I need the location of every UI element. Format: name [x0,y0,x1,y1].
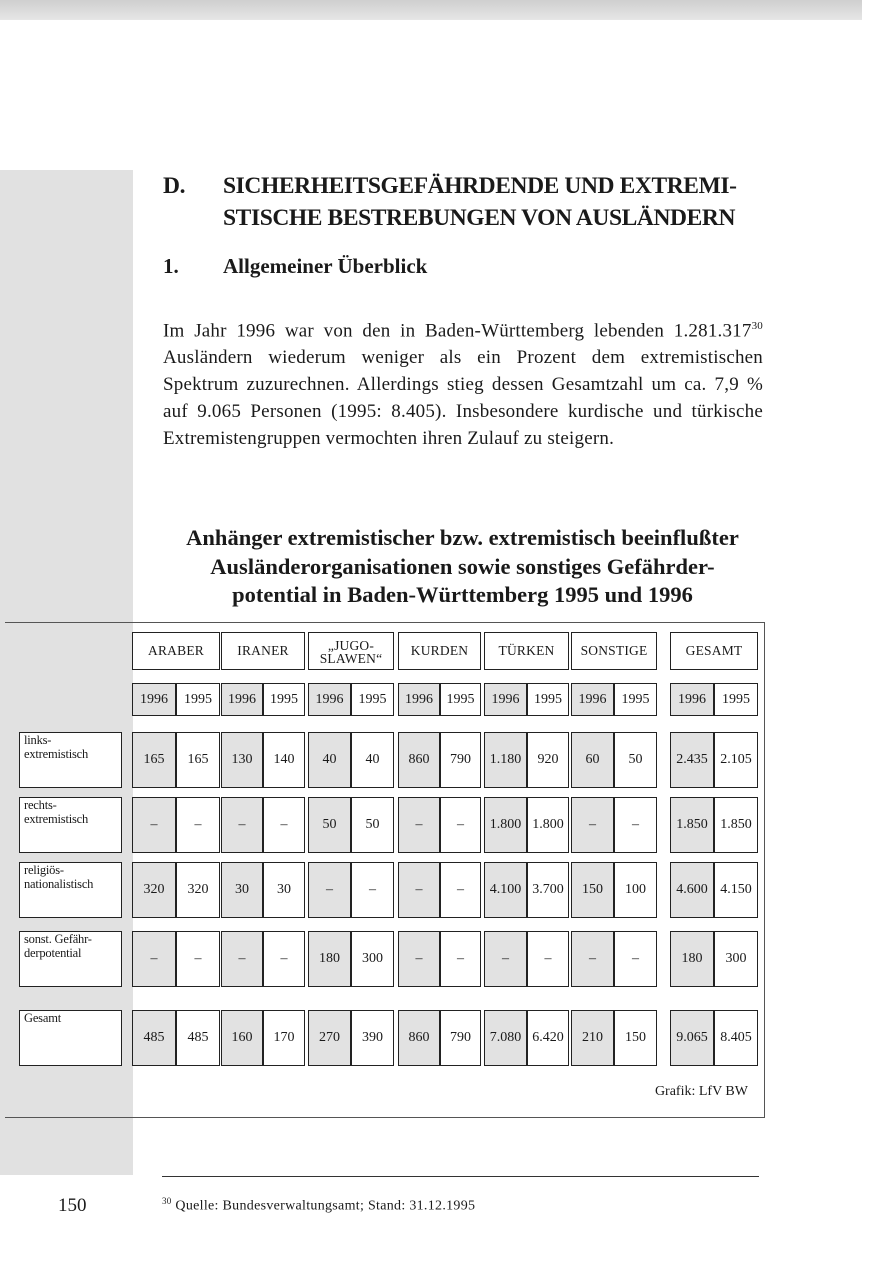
row-label [19,931,122,987]
table-cell: – [176,931,220,987]
subsection-title: Allgemeiner Überblick [223,254,428,278]
footnote-text: Quelle: Bundesverwaltungsamt; Stand: 31.12.1995 [175,1198,476,1214]
row-label [19,732,122,788]
table-cell: – [614,931,657,987]
page-number: 150 [58,1195,87,1216]
footnote-rule [162,1176,759,1177]
table-cell: – [440,931,481,987]
section-title-line1: SICHERHEITSGEFÄHRDENDE UND EXTREMI- [223,173,737,199]
table-cell: 320 [132,862,176,918]
table-cell: 390 [351,1010,394,1066]
year-header: 1996 [132,683,176,716]
year-header: 1995 [614,683,657,716]
year-header: 1996 [670,683,714,716]
table-cell: 50 [308,797,351,853]
table-cell: 4.150 [714,862,758,918]
table-cell: 50 [614,732,657,788]
table-cell: 4.100 [484,862,527,918]
table-cell: 2.105 [714,732,758,788]
table-cell: – [571,931,614,987]
caption-line2: Ausländerorganisationen sowie sonstiges Gefährder- [210,553,715,579]
table-cell: – [308,862,351,918]
year-header: 1995 [714,683,758,716]
table-cell: 860 [398,732,440,788]
group-header-line2: SLAWEN“ [319,651,383,666]
table-cell: 485 [132,1010,176,1066]
row-label-line1: sonst. Gefähr- [24,932,92,946]
scan-top-edge [0,0,862,20]
row-label [19,862,122,918]
table-cell: 270 [308,1010,351,1066]
footnote [162,1196,475,1215]
group-header: SONSTIGE [571,632,657,670]
group-header: TÜRKEN [484,632,569,670]
table-cell: – [221,797,263,853]
table-cell: 130 [221,732,263,788]
table-cell: 140 [263,732,305,788]
row-label [19,1010,122,1066]
table-cell: 100 [614,862,657,918]
table-cell: 4.600 [670,862,714,918]
table-cell: – [614,797,657,853]
row-label-line2: derpotential [24,946,82,960]
table-cell: 150 [571,862,614,918]
year-header: 1996 [571,683,614,716]
row-label-line1: links- [24,733,52,747]
table-caption [150,524,775,610]
table-cell: 170 [263,1010,305,1066]
table-cell: – [351,862,394,918]
table-cell: 3.700 [527,862,569,918]
table-cell: – [571,797,614,853]
table-cell: – [132,931,176,987]
table-cell: 160 [221,1010,263,1066]
paragraph-text-2: Ausländern wiederum weniger als ein Prozent dem extremistischen Spektrum zuzurechnen. Allerdings stieg dessen Gesamtzahl um ca. 7,9 % auf 9.065 Personen (1995: 8.405). Insbesondere kurdische und türkische Extremistengruppen vermochten ihren Zulauf zu steigern. [163,347,763,450]
table-cell: 50 [351,797,394,853]
table-cell: – [440,797,481,853]
table-cell: 1.850 [670,797,714,853]
table-cell: 300 [714,931,758,987]
table-cell: 180 [308,931,351,987]
paragraph-text-1: Im Jahr 1996 war von den in Baden-Württemberg lebenden 1.281.317 [163,320,752,342]
table-cell: – [132,797,176,853]
group-header: GESAMT [670,632,758,670]
row-label-line2: extremistisch [24,747,89,761]
year-header: 1996 [308,683,351,716]
table-cell: 790 [440,732,481,788]
table-cell: 40 [351,732,394,788]
table-cell: – [263,931,305,987]
year-header: 1996 [398,683,440,716]
row-label-line2: nationalistisch [24,877,94,891]
footnote-number: 30 [162,1196,172,1206]
table-cell: 30 [221,862,263,918]
year-header: 1995 [176,683,220,716]
caption-line3: potential in Baden-Württemberg 1995 und 1996 [232,582,693,607]
year-header: 1996 [221,683,263,716]
table-cell: 860 [398,1010,440,1066]
table-cell: 920 [527,732,569,788]
table-cell: 8.405 [714,1010,758,1066]
row-label-line1: Gesamt [24,1011,61,1025]
table-cell: – [398,862,440,918]
row-label-line1: religiös- [24,863,64,877]
table-cell: 320 [176,862,220,918]
table-cell: 180 [670,931,714,987]
group-header-line1: „JUGO- [327,638,375,653]
table-cell: 300 [351,931,394,987]
table-cell: 485 [176,1010,220,1066]
row-label [19,797,122,853]
footnote-reference[interactable]: 30 [751,320,763,332]
grafik-credit: Grafik: LfV BW [654,1084,748,1099]
section-letter: D. [163,173,186,199]
table-cell: – [527,931,569,987]
table-cell: 30 [263,862,305,918]
row-label-line1: rechts- [24,798,57,812]
group-header [308,632,394,670]
group-header: IRANER [221,632,305,670]
row-label-line2: extremistisch [24,812,89,826]
caption-line1: Anhänger extremistischer bzw. extremistisch beeinflußter [186,525,739,550]
table-cell: 165 [176,732,220,788]
year-header: 1995 [351,683,394,716]
section-heading [163,170,737,234]
group-header: KURDEN [398,632,481,670]
table-cell: 210 [571,1010,614,1066]
table-cell: 9.065 [670,1010,714,1066]
table-cell: 40 [308,732,351,788]
table-cell: 6.420 [527,1010,569,1066]
table-cell: – [398,931,440,987]
table-cell: 150 [614,1010,657,1066]
subsection-heading [163,254,427,279]
table-cell: – [263,797,305,853]
table-cell: 790 [440,1010,481,1066]
table-cell: 1.800 [527,797,569,853]
table-cell: 165 [132,732,176,788]
table-cell: – [398,797,440,853]
table-cell: – [484,931,527,987]
year-header: 1996 [484,683,527,716]
table-cell: 1.850 [714,797,758,853]
table-cell: 60 [571,732,614,788]
group-header: ARABER [132,632,220,670]
table-cell: 2.435 [670,732,714,788]
table-cell: 1.180 [484,732,527,788]
intro-paragraph [163,313,763,452]
year-header: 1995 [527,683,569,716]
year-header: 1995 [440,683,481,716]
section-title-line2: STISCHE BESTREBUNGEN VON AUSLÄNDERN [223,205,736,231]
table-cell: 1.800 [484,797,527,853]
subsection-number: 1. [163,254,179,278]
table-cell: – [176,797,220,853]
table-cell: – [440,862,481,918]
year-header: 1995 [263,683,305,716]
table-cell: – [221,931,263,987]
table-cell: 7.080 [484,1010,527,1066]
